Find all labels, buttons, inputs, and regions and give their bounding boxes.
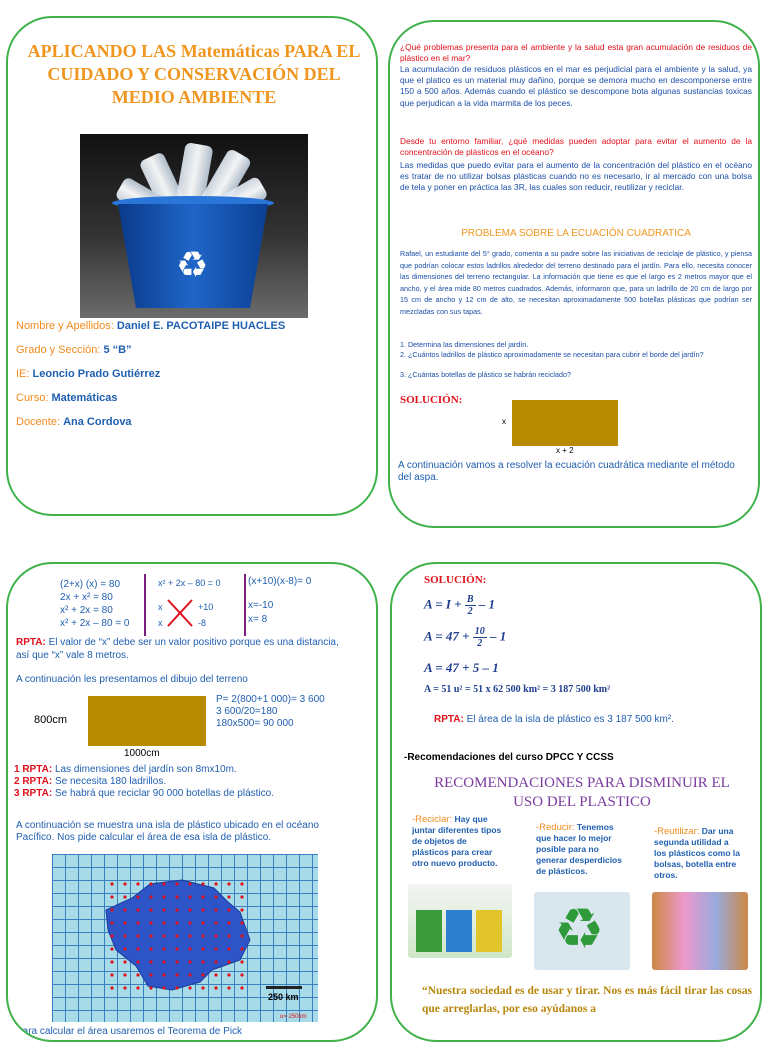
lattice-point (240, 947, 243, 950)
field-teacher: Docente: Ana Cordova (16, 416, 132, 428)
lattice-point (136, 986, 139, 989)
lattice-point (136, 934, 139, 937)
field-course: Curso: Matemáticas (16, 392, 118, 404)
lattice-point (214, 986, 217, 989)
lattice-point (240, 934, 243, 937)
problem-question-2: 2. ¿Cuántos ladrillos de plástico aproximadamente se necesitan para cubrir el borde del jardín? (400, 350, 704, 359)
lattice-point (162, 986, 165, 989)
course-recommendations: -Recomendaciones del curso DPCC Y CCSS (404, 752, 614, 763)
lattice-point (110, 921, 113, 924)
lattice-point (188, 908, 191, 911)
eq-step: 2x + x² = 80 (60, 592, 113, 603)
divider (244, 574, 246, 636)
lattice-point (188, 947, 191, 950)
lattice-point (175, 882, 178, 885)
lattice-point (136, 882, 139, 885)
problem-panel (388, 20, 760, 528)
tip-recycle: -Reciclar: Hay que juntar diferentes tipos de objetos de plásticos para crear otro nuevo producto. (412, 814, 502, 868)
lattice-point (110, 986, 113, 989)
plastic-island-map (52, 854, 318, 1022)
lattice-point (149, 895, 152, 898)
lattice-point (123, 908, 126, 911)
aspa-cross (158, 592, 238, 636)
lattice-point (201, 973, 204, 976)
lattice-point (136, 895, 139, 898)
cover-panel (6, 16, 378, 516)
lattice-point (123, 934, 126, 937)
answer-item: 1 RPTA: Las dimensiones del jardín son 8mx10m. (14, 764, 237, 775)
lattice-point (240, 973, 243, 976)
lattice-point (162, 908, 165, 911)
lattice-point (110, 947, 113, 950)
lattice-point (149, 947, 152, 950)
aspa-plus10: +10 (198, 602, 214, 612)
tip-reduce: -Reducir: Tenemos que hacer lo mejor posible para no generar desperdicios de plásticos. (536, 822, 622, 876)
lattice-point (188, 895, 191, 898)
recycling-bin-photo (80, 134, 308, 318)
problem-statement: Rafael, un estudiante del 5° grado, comenta a su padre sobre las iniciativas de reciclaje de plástico, y piensa que podrían colocar estos ladrillos alrededor del terreno destinado para el jardín. Para ello, necesita conocer las dimensiones del terreno rectangular. La información que tiene es que el largo es 2 metros mayor que el ancho, y el área mide 80 metros cuadrados. Además, informaron que, para un ladrillo de 20 cm de largo por 15 cm de ancho y 12 cm de alto, se necesitan aproximadamente 500 botellas plásticas que podrían ser mezcladas con sus tapas. (400, 249, 752, 316)
lattice-point (175, 973, 178, 976)
lattice-point (162, 947, 165, 950)
lattice-point (149, 921, 152, 924)
factored-eq: (x+10)(x-8)= 0 (248, 576, 312, 587)
lattice-point (175, 908, 178, 911)
dim-bottom: 1000cm (124, 748, 160, 759)
side-x2-label: x + 2 (556, 446, 574, 455)
lattice-point (188, 960, 191, 963)
area-answer: RPTA: El área de la isla de plástico es 3 187 500 km². (434, 714, 674, 725)
lattice-point (136, 960, 139, 963)
lattice-point (123, 947, 126, 950)
lattice-point (162, 973, 165, 976)
reduce-image (534, 892, 630, 970)
lattice-point (214, 895, 217, 898)
lattice-point (162, 895, 165, 898)
garden-rectangle (512, 400, 618, 446)
lattice-point (201, 921, 204, 924)
lattice-point (214, 960, 217, 963)
field-school: IE: Leoncio Prado Gutiérrez (16, 368, 161, 380)
terrain-rectangle (88, 696, 206, 746)
tip-reuse: -Reutilizar: Dar una segunda utilidad a los plásticos como la bolsas, botella entre otros. (654, 826, 740, 880)
lattice-point (227, 934, 230, 937)
problem-title: PROBLEMA SOBRE LA ECUACIÓN CUADRATICA (461, 228, 691, 239)
lattice-point (240, 895, 243, 898)
eq-aspa-title: x² + 2x – 80 = 0 (158, 578, 221, 588)
lattice-point (240, 960, 243, 963)
lattice-point (227, 947, 230, 950)
lattice-point (175, 960, 178, 963)
lattice-point (123, 882, 126, 885)
field-name: Nombre y Apellidos: Daniel E. PACOTAIPE HUACLES (16, 320, 286, 332)
recycle-icon: ♻ (176, 244, 209, 285)
pick-simplified: A = 47 + 5 – 1 (424, 660, 499, 675)
question-2: Desde tu entorno familiar, ¿qué medidas pueden adoptar para evitar el aumento de la concentración de plásticos en el océano? (400, 136, 752, 158)
recycle-bins-image (408, 884, 512, 958)
lattice-point (201, 947, 204, 950)
lattice-point (123, 986, 126, 989)
lattice-point (214, 973, 217, 976)
question-1: ¿Qué problemas presenta para el ambiente y la salud esta gran acumulación de residuos de plástico en el mar? (400, 42, 752, 64)
scale-label: 250 km (268, 992, 299, 1002)
eq-step: x² + 2x = 80 (60, 605, 113, 616)
scale-bar (266, 986, 302, 989)
equation-steps (60, 578, 130, 630)
lattice-point (214, 947, 217, 950)
unit-label: u= 250km (280, 1014, 307, 1020)
lattice-point (175, 921, 178, 924)
eq-step: (2+x) (x) = 80 (60, 579, 121, 590)
lattice-point (188, 986, 191, 989)
lattice-point (162, 882, 165, 885)
lattice-point (149, 973, 152, 976)
bin-shape (476, 910, 502, 952)
lattice-point (227, 882, 230, 885)
lattice-point (227, 895, 230, 898)
calc-line: 180x500= 90 000 (216, 718, 294, 729)
cover-title: APLICANDO LAS Matemáticas PARA EL CUIDADO Y CONSERVACIÓN DEL MEDIO AMBIENTE (27, 41, 361, 107)
lattice-point (123, 960, 126, 963)
area-recommendations-panel (390, 562, 762, 1042)
eq-step: x² + 2x – 80 = 0 (60, 618, 130, 629)
problem-question-1: 1. Determina las dimensiones del jardín. (400, 340, 529, 349)
field-grade: Grado y Sección: 5 “B” (16, 344, 132, 356)
reuse-bottles-image (652, 892, 748, 970)
bin-shape (446, 910, 472, 952)
root-1: x=-10 (248, 600, 274, 611)
lattice-point (240, 882, 243, 885)
lattice-point (201, 986, 204, 989)
lattice-point (188, 882, 191, 885)
divider (144, 574, 146, 636)
lattice-point (188, 973, 191, 976)
lattice-point (110, 934, 113, 937)
lattice-point (201, 882, 204, 885)
lattice-point (175, 986, 178, 989)
lattice-point (227, 973, 230, 976)
lattice-point (149, 882, 152, 885)
lattice-point (123, 921, 126, 924)
lattice-point (227, 960, 230, 963)
lattice-point (123, 895, 126, 898)
lattice-point (162, 934, 165, 937)
lattice-point (162, 960, 165, 963)
area-result: A = 51 u² = 51 x 62 500 km² = 3 187 500 km² (424, 684, 611, 695)
lattice-point (201, 895, 204, 898)
lattice-point (240, 921, 243, 924)
lattice-point (110, 960, 113, 963)
pick-substitution: A = 47 + $\frac{10}{2}$ – 1 (424, 626, 507, 649)
lattice-point (136, 947, 139, 950)
island-intro: A continuación se muestra una isla de plástico ubicado en el océano Pacífico. Nos pide calcular el área de esa isla de plástico. (16, 820, 319, 843)
lattice-point (110, 882, 113, 885)
lattice-point (136, 921, 139, 924)
lattice-point (149, 934, 152, 937)
lattice-point (188, 934, 191, 937)
lattice-point (175, 947, 178, 950)
aspa-minus8: -8 (198, 618, 207, 628)
solution-label-2: SOLUCIÓN: (424, 574, 487, 586)
rpta-positive: RPTA: El valor de “x” debe ser un valor positivo porque es una distancia, así que “x” vale 8 metros. (16, 637, 339, 661)
problem-question-3: 3. ¿Cuántas botellas de plástico se habrán reciclado? (400, 370, 572, 379)
lattice-point (136, 973, 139, 976)
closing-quote: “Nuestra sociedad es de usar y tirar. Nos es más fácil tirar las cosas que arreglarlas, por eso ayúdanos a (422, 985, 752, 1015)
bin-shape (416, 910, 442, 952)
answer-2: Las medidas que puedo evitar para el aumento de la concentración del plástico en el océano es tratar de no utilizar bolsas plásticas cuando no es necesario, ir al mercado con una bolsa de tela y poner en práctica las 3R, las cuales son reducir, reutilizar y reciclar. (400, 160, 752, 193)
lattice-point (110, 973, 113, 976)
terrain-intro: A continuación les presentamos el dibujo del terreno (16, 674, 248, 685)
answers-list (14, 764, 274, 800)
lattice-point (149, 908, 152, 911)
lattice-point (201, 960, 204, 963)
lattice-point (149, 986, 152, 989)
solution-label: SOLUCIÓN: (400, 394, 463, 406)
root-2: x= 8 (248, 614, 268, 625)
answer-item: 3 RPTA: Se habrá que reciclar 90 000 botellas de plástico. (14, 788, 274, 799)
lattice-point (175, 934, 178, 937)
lattice-point (110, 895, 113, 898)
lattice-point (149, 960, 152, 963)
lattice-point (188, 921, 191, 924)
pick-theorem-text: Para calcular el área usaremos el Teorema de Pick (16, 1026, 243, 1037)
lattice-point (214, 882, 217, 885)
calc-line: P= 2(800+1 000)= 3 600 (216, 694, 325, 705)
answer-item: 2 RPTA: Se necesita 180 ladrillos. (14, 776, 167, 787)
lattice-point (110, 908, 113, 911)
aspa-x1: x (158, 602, 163, 612)
recommendations-title: RECOMENDACIONES PARA DISMINUIR EL USO DEL PLASTICO (434, 775, 730, 810)
lattice-point (240, 986, 243, 989)
lattice-point (201, 934, 204, 937)
side-x-label: x (502, 417, 506, 426)
solution-panel (6, 562, 378, 1042)
lattice-point (214, 934, 217, 937)
lattice-point (123, 973, 126, 976)
aspa-x2: x (158, 618, 163, 628)
calc-line: 3 600/20=180 (216, 706, 278, 717)
aspa-intro: A continuación vamos a resolver la ecuación cuadrática mediante el método del aspa. (398, 460, 735, 483)
perimeter-calc (216, 694, 325, 730)
answer-1: La acumulación de residuos plásticos en el mar es perjudicial para el ambiente y la salud, ya que el platico es un material muy dañino, porque se demora mucho en descomponerse entre 150 a 500 años. Además cuando el plástico se descompone bota algunas sustancias toxicas que perjudican a la vida marmita de los peces. (400, 64, 752, 108)
lattice-point (214, 921, 217, 924)
lattice-point (136, 908, 139, 911)
lattice-point (227, 908, 230, 911)
lattice-point (201, 908, 204, 911)
dim-side: 800cm (34, 714, 68, 726)
pick-formula: A = I + $\frac{B}{2}$ – 1 (424, 594, 495, 617)
lattice-point (162, 921, 165, 924)
lattice-point (240, 908, 243, 911)
lattice-point (227, 921, 230, 924)
lattice-point (214, 908, 217, 911)
recycle-icon: ♻ (554, 897, 605, 960)
lattice-point (175, 895, 178, 898)
lattice-point (227, 986, 230, 989)
